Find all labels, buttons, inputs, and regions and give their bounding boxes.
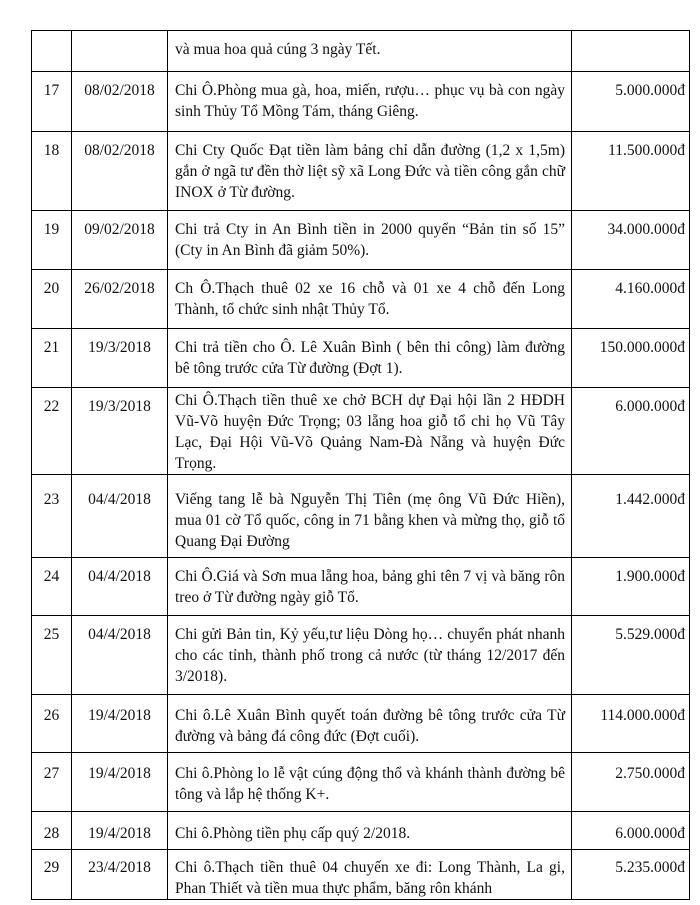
row-amount: 6.000.000đ xyxy=(572,388,690,475)
row-amount: 1.442.000đ xyxy=(572,475,690,558)
row-description: Chi ô.Thạch tiền thuê 04 chuyến xe đi: Long Thành, La gi, Phan Thiết và tiền mua thực phẩm, băng rôn khánh xyxy=(168,850,572,900)
row-description: Chi trả tiền cho Ô. Lê Xuân Bình ( bên thi công) làm đường bê tông trước cửa Từ đường (Đợt 1). xyxy=(168,329,572,388)
row-number: 19 xyxy=(32,211,72,270)
row-description: Chi Cty Quốc Đạt tiền làm bảng chỉ dẫn đường (1,2 x 1,5m) gắn ở ngã tư đền thờ liệt sỹ xã Long Đức và tiền công gắn chữ INOX ở Từ đường. xyxy=(168,132,572,211)
row-description: Viếng tang lễ bà Nguyễn Thị Tiên (mẹ ông Vũ Đức Hiền), mua 01 cờ Tổ quốc, công in 71 bằng khen và mừng thọ, giỗ tổ Quang Đại Đường xyxy=(168,475,572,558)
table-row xyxy=(32,850,690,900)
row-amount: 2.750.000đ xyxy=(572,753,690,812)
row-description: Chi trả Cty in An Bình tiền in 2000 quyển “Bản tin số 15” (Cty in An Bình đã giảm 50%). xyxy=(168,211,572,270)
table-row xyxy=(32,270,690,329)
row-amount xyxy=(572,31,690,72)
table-row xyxy=(32,329,690,388)
row-date: 19/4/2018 xyxy=(72,753,168,812)
row-amount: 5.235.000đ xyxy=(572,850,690,900)
table-row xyxy=(32,475,690,558)
row-description: Chi Ô.Giá và Sơn mua lẵng hoa, bảng ghi tên 7 vị và băng rôn treo ở Từ đường ngày giỗ Tổ. xyxy=(168,558,572,616)
row-date: 19/3/2018 xyxy=(72,388,168,475)
row-amount: 34.000.000đ xyxy=(572,211,690,270)
row-description: và mua hoa quả cúng 3 ngày Tết. xyxy=(168,31,572,72)
row-date: 23/4/2018 xyxy=(72,850,168,900)
table-row xyxy=(32,211,690,270)
row-amount: 150.000.000đ xyxy=(572,329,690,388)
row-description: Chi Ô.Phòng mua gà, hoa, miến, rượu… phục vụ bà con ngày sinh Thủy Tổ Mồng Tám, tháng Giêng. xyxy=(168,72,572,132)
row-number: 28 xyxy=(32,812,72,850)
table-row xyxy=(32,31,690,72)
row-description: Chi ô.Lê Xuân Bình quyết toán đường bê tông trước cửa Từ đường và bảng đá công đức (Đợt cuối). xyxy=(168,695,572,753)
row-amount: 11.500.000đ xyxy=(572,132,690,211)
row-date: 19/3/2018 xyxy=(72,329,168,388)
row-number: 22 xyxy=(32,388,72,475)
row-number xyxy=(32,31,72,72)
table-row xyxy=(32,132,690,211)
row-amount: 1.900.000đ xyxy=(572,558,690,616)
row-description: Chi ô.Phòng lo lễ vật cúng động thổ và khánh thành đường bê tông và lắp hệ thống K+. xyxy=(168,753,572,812)
row-number: 21 xyxy=(32,329,72,388)
row-date: 26/02/2018 xyxy=(72,270,168,329)
expense-table xyxy=(31,30,690,900)
row-number: 26 xyxy=(32,695,72,753)
row-date: 08/02/2018 xyxy=(72,72,168,132)
row-description: Chi ô.Phòng tiền phụ cấp quý 2/2018. xyxy=(168,812,572,850)
table-row xyxy=(32,812,690,850)
table-row xyxy=(32,695,690,753)
row-description: Chi Ô.Thạch tiền thuê xe chở BCH dự Đại hội lần 2 HĐDH Vũ-Võ huyện Đức Trọng; 03 lẵng hoa giỗ tổ chi họ Vũ Tây Lạc, Đại Hội Vũ-Võ Quảng Nam-Đà Nẵng và huyện Đức Trọng. xyxy=(168,388,572,475)
table-row xyxy=(32,558,690,616)
table-row xyxy=(32,753,690,812)
table-row xyxy=(32,72,690,132)
table-row xyxy=(32,388,690,475)
row-date xyxy=(72,31,168,72)
row-date: 19/4/2018 xyxy=(72,695,168,753)
row-number: 24 xyxy=(32,558,72,616)
row-date: 04/4/2018 xyxy=(72,616,168,695)
row-amount: 4.160.000đ xyxy=(572,270,690,329)
row-date: 04/4/2018 xyxy=(72,558,168,616)
row-date: 09/02/2018 xyxy=(72,211,168,270)
row-amount: 6.000.000đ xyxy=(572,812,690,850)
row-number: 25 xyxy=(32,616,72,695)
table-row xyxy=(32,616,690,695)
row-number: 20 xyxy=(32,270,72,329)
row-number: 18 xyxy=(32,132,72,211)
row-amount: 5.000.000đ xyxy=(572,72,690,132)
row-date: 04/4/2018 xyxy=(72,475,168,558)
row-amount: 5.529.000đ xyxy=(572,616,690,695)
row-description: Chi gửi Bản tin, Kỷ yếu,tư liệu Dòng họ… chuyển phát nhanh cho các tỉnh, thành phố trong cả nước (từ tháng 12/2017 đến 3/2018). xyxy=(168,616,572,695)
row-number: 29 xyxy=(32,850,72,900)
row-date: 08/02/2018 xyxy=(72,132,168,211)
row-number: 23 xyxy=(32,475,72,558)
row-number: 17 xyxy=(32,72,72,132)
row-date: 19/4/2018 xyxy=(72,812,168,850)
row-description: Ch Ô.Thạch thuê 02 xe 16 chỗ và 01 xe 4 chỗ đến Long Thành, tổ chức sinh nhật Thủy Tổ. xyxy=(168,270,572,329)
row-number: 27 xyxy=(32,753,72,812)
row-amount: 114.000.000đ xyxy=(572,695,690,753)
